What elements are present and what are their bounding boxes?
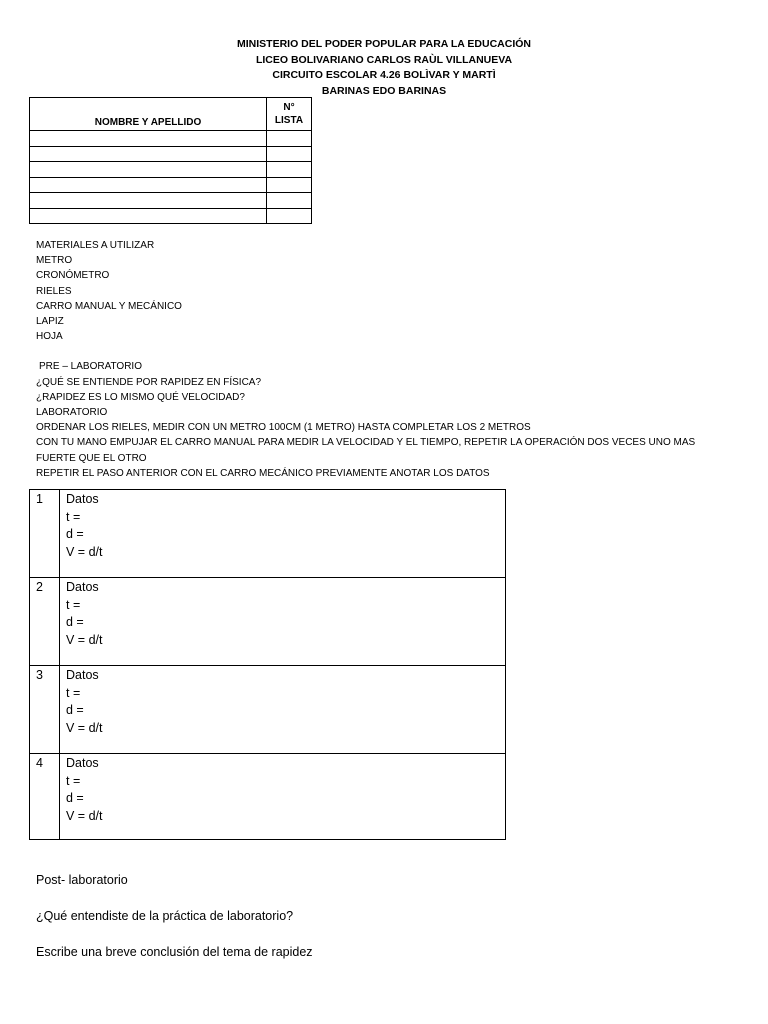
postlab-question-1: ¿Qué entendiste de la práctica de laboratorio? xyxy=(36,909,294,923)
prelab-title: PRE – LABORATORIO xyxy=(39,361,142,373)
data-title: Datos xyxy=(66,580,99,594)
postlab-title: Post- laboratorio xyxy=(36,873,128,887)
header-circuit: CIRCUITO ESCOLAR 4.26 BOLÌVAR Y MARTÌ xyxy=(272,69,496,81)
distance-label: d = xyxy=(66,615,84,629)
material-item: CARRO MANUAL Y MECÁNICO xyxy=(36,300,182,312)
velocity-formula: V = d/t xyxy=(66,632,103,647)
student-name-cell[interactable] xyxy=(30,131,267,147)
data-title: Datos xyxy=(66,756,99,770)
time-label: t = xyxy=(66,597,81,612)
student-number-cell[interactable] xyxy=(267,208,312,224)
velocity-formula: V = d/t xyxy=(66,544,103,559)
student-name-cell[interactable] xyxy=(30,208,267,224)
student-name-cell[interactable] xyxy=(30,177,267,193)
material-item: LAPIZ xyxy=(36,316,64,328)
instructions-section xyxy=(36,238,736,481)
lab-step-1: ORDENAR LOS RIELES, MEDIR CON UN METRO 100CM (1 METRO) HASTA COMPLETAR LOS 2 METROS xyxy=(36,422,531,434)
data-cell[interactable] xyxy=(60,578,506,666)
distance-label: d = xyxy=(66,527,84,541)
table-row xyxy=(30,578,506,666)
lab-step-2: CON TU MANO EMPUJAR EL CARRO MANUAL PARA MEDIR LA VELOCIDAD Y EL TIEMPO, REPETIR LA OPERACIÓN DOS VECES UNO MAS FUERTE QUE EL OTRO xyxy=(36,437,696,464)
materials-title: MATERIALES A UTILIZAR xyxy=(36,240,155,251)
data-title: Datos xyxy=(66,492,99,506)
student-number-cell[interactable] xyxy=(267,177,312,193)
postlab-question-2: Escribe una breve conclusión del tema de rapidez xyxy=(36,945,313,959)
time-label: t = xyxy=(66,509,81,524)
table-row xyxy=(30,208,312,224)
prelab-question-2: ¿RAPIDEZ ES LO MISMO QUÉ VELOCIDAD? xyxy=(36,391,245,403)
student-name-cell[interactable] xyxy=(30,146,267,162)
material-item: CRONÓMETRO xyxy=(36,270,110,282)
data-title: Datos xyxy=(66,668,99,682)
data-cell[interactable] xyxy=(60,754,506,840)
student-name-cell[interactable] xyxy=(30,193,267,209)
table-row xyxy=(30,162,312,178)
students-table xyxy=(29,97,312,224)
data-table xyxy=(29,489,506,840)
distance-label: d = xyxy=(66,791,84,805)
lab-step-3: REPETIR EL PASO ANTERIOR CON EL CARRO MECÁNICO PREVIAMENTE ANOTAR LOS DATOS xyxy=(36,467,490,479)
velocity-formula: V = d/t xyxy=(66,720,103,735)
column-name-header: NOMBRE Y APELLIDO xyxy=(30,98,267,131)
row-number: 3 xyxy=(30,666,60,754)
student-number-cell[interactable] xyxy=(267,162,312,178)
table-row xyxy=(30,177,312,193)
student-name-cell[interactable] xyxy=(30,162,267,178)
lab-title: LABORATORIO xyxy=(36,407,108,419)
row-number: 2 xyxy=(30,578,60,666)
row-number: 4 xyxy=(30,754,60,840)
table-row xyxy=(30,193,312,209)
time-label: t = xyxy=(66,685,81,700)
header-location: BARINAS EDO BARINAS xyxy=(321,84,447,97)
table-row xyxy=(30,490,506,578)
time-label: t = xyxy=(66,773,81,788)
velocity-formula: V = d/t xyxy=(66,808,103,823)
column-list-number-line2: LISTA xyxy=(274,115,304,126)
material-item: RIELES xyxy=(36,285,72,297)
header-ministry: MINISTERIO DEL PODER POPULAR PARA LA EDUCACIÓN xyxy=(236,38,531,50)
table-row xyxy=(30,131,312,147)
material-item: METRO xyxy=(36,255,73,267)
row-number: 1 xyxy=(30,490,60,578)
column-list-number-header xyxy=(267,98,312,131)
document-header xyxy=(0,37,768,99)
table-row xyxy=(30,666,506,754)
material-item: HOJA xyxy=(36,331,63,343)
data-cell[interactable] xyxy=(60,490,506,578)
student-number-cell[interactable] xyxy=(267,146,312,162)
header-school: LICEO BOLIVARIANO CARLOS RAÙL VILLANUEVA xyxy=(255,53,513,66)
column-list-number-line1: N° xyxy=(283,102,295,113)
data-cell[interactable] xyxy=(60,666,506,754)
student-number-cell[interactable] xyxy=(267,131,312,147)
table-row xyxy=(30,146,312,162)
student-number-cell[interactable] xyxy=(267,193,312,209)
table-row xyxy=(30,754,506,840)
prelab-question-1: ¿QUÉ SE ENTIENDE POR RAPIDEZ EN FÍSICA? xyxy=(36,376,262,388)
students-table-header xyxy=(30,98,312,131)
distance-label: d = xyxy=(66,703,84,717)
